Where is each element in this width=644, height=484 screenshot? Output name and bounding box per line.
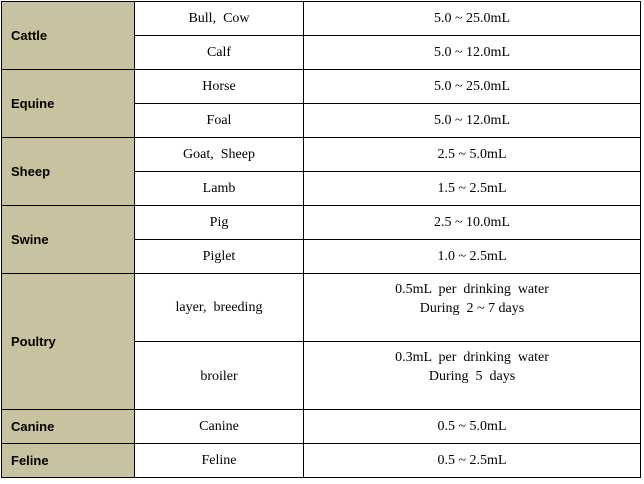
dose-line: 5.0 ~ 25.0mL (433, 11, 510, 26)
dose-line: 0.3mL per drinking water (395, 350, 549, 365)
dose-cell (304, 444, 641, 478)
animal-cell: Canine (135, 410, 304, 444)
animal-cell: Bull, Cow (135, 2, 304, 36)
species-cell-canine: Canine (2, 410, 135, 444)
table-row (2, 2, 641, 36)
species-cell-sheep: Sheep (2, 138, 135, 206)
dose-line: 0.5 ~ 2.5mL (437, 453, 507, 468)
dose-cell (304, 2, 641, 36)
species-cell-cattle: Cattle (2, 2, 135, 70)
species-cell-swine: Swine (2, 206, 135, 274)
table-row (2, 444, 641, 478)
table-row (2, 410, 641, 444)
dose-line: 5.0 ~ 12.0mL (433, 45, 510, 60)
dose-line: 1.5 ~ 2.5mL (437, 181, 507, 196)
species-cell-feline: Feline (2, 444, 135, 478)
dose-line: 2.5 ~ 5.0mL (437, 147, 507, 162)
table-row (2, 206, 641, 240)
species-cell-poultry: Poultry (2, 274, 135, 410)
dose-line: 5.0 ~ 12.0mL (433, 113, 510, 128)
species-cell-equine: Equine (2, 70, 135, 138)
dose-cell (304, 274, 641, 342)
animal-cell: layer, breeding (135, 274, 304, 342)
dose-line: 2.5 ~ 10.0mL (433, 215, 510, 230)
dose-line: During 2 ~ 7 days (419, 301, 525, 316)
dose-line: 0.5 ~ 5.0mL (437, 419, 507, 434)
dose-cell (304, 172, 641, 206)
animal-cell: Foal (135, 104, 304, 138)
dose-cell (304, 206, 641, 240)
animal-cell: Piglet (135, 240, 304, 274)
animal-cell: Pig (135, 206, 304, 240)
dose-line: 1.0 ~ 2.5mL (437, 249, 507, 264)
table-row (2, 274, 641, 342)
dose-cell (304, 240, 641, 274)
animal-cell: Goat, Sheep (135, 138, 304, 172)
dose-line: 0.5mL per drinking water (395, 282, 549, 297)
dose-line: 5.0 ~ 25.0mL (433, 79, 510, 94)
animal-cell: Feline (135, 444, 304, 478)
dose-cell (304, 104, 641, 138)
dosage-table (1, 1, 641, 478)
animal-cell: Lamb (135, 172, 304, 206)
animal-cell: broiler (135, 342, 304, 410)
dose-cell (304, 70, 641, 104)
table-row (2, 138, 641, 172)
animal-cell: Calf (135, 36, 304, 70)
table-row (2, 70, 641, 104)
dose-cell (304, 342, 641, 410)
dose-cell (304, 36, 641, 70)
dose-line: During 5 days (428, 369, 516, 384)
dose-cell (304, 410, 641, 444)
dose-cell (304, 138, 641, 172)
animal-cell: Horse (135, 70, 304, 104)
